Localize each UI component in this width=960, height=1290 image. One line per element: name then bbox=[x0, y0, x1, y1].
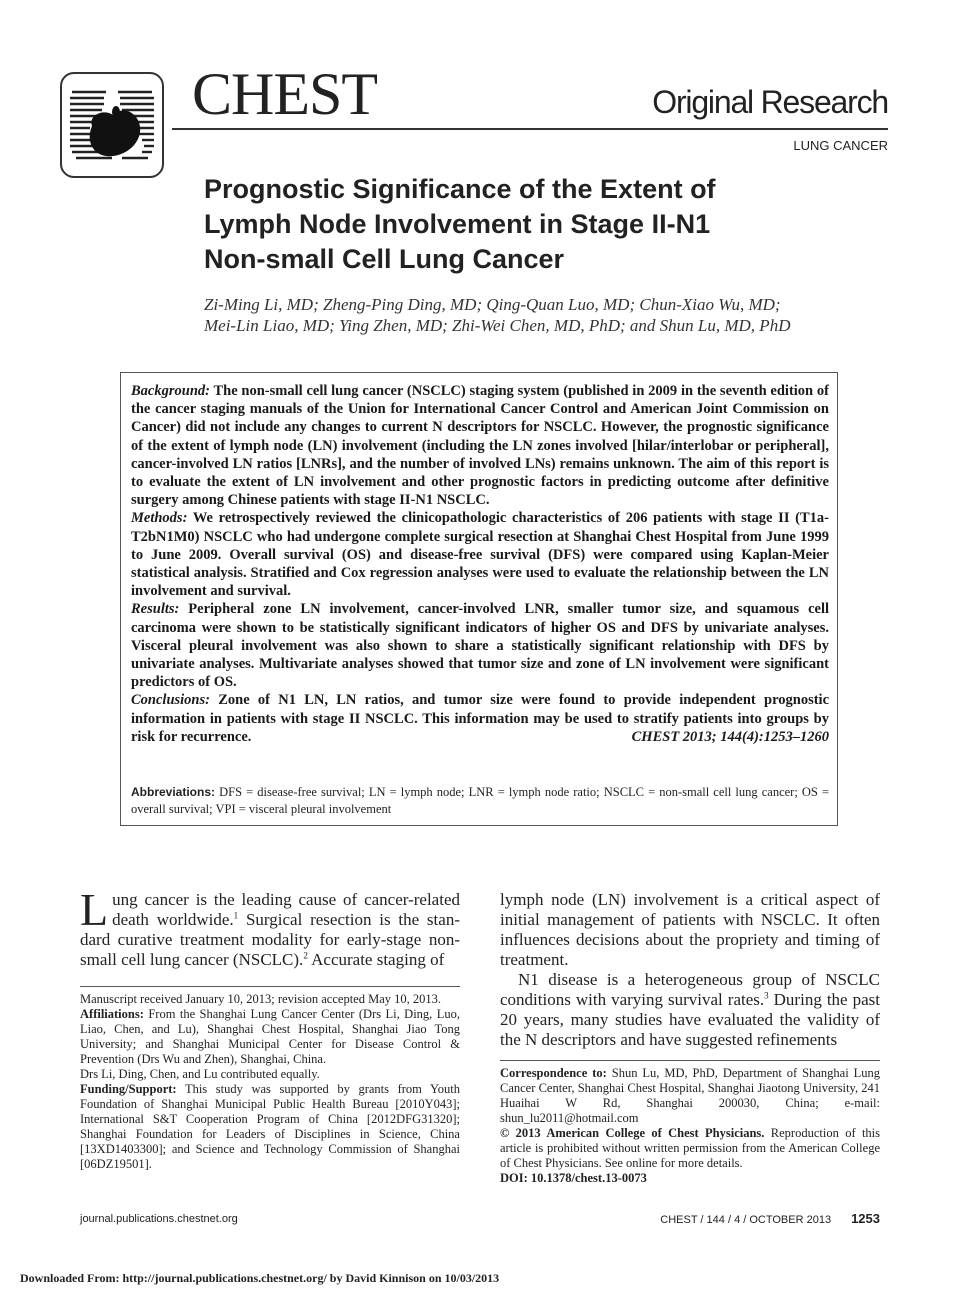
abstract-label: Methods: bbox=[131, 510, 188, 527]
body-paragraph bbox=[80, 884, 460, 970]
chest-lungs-heart-logo-icon bbox=[62, 74, 162, 176]
abstract-label: Conclusions: bbox=[131, 692, 210, 709]
abbreviations-text: DFS = disease-free survival; LN = lymph node; LNR = lymph node ratio; NSCLC = non-small cell lung cancer; OS = overall survival; VPI = visceral pleural involvement bbox=[131, 785, 830, 816]
header-divider bbox=[172, 128, 888, 130]
footnote-text: This study was supported by grants from Youth Foundation of Shanghai Municipal Public Health Bureau [2010Y043]; International S&T Cooperation Program of China [2012DFG31320]; Shanghai Foundation for Leaders of Disciplines in Science, China [13XD1403300]; and Science and Technology Commission of Shanghai [06DZ19501]. bbox=[80, 1082, 460, 1171]
title-line: Non-small Cell Lung Cancer bbox=[204, 244, 565, 274]
abstract-conclusions bbox=[131, 691, 829, 746]
author-list bbox=[204, 294, 884, 336]
abstract-text: Zone of N1 LN, LN ratios, and tumor size were found to provide independent prognostic information in patients with stage II NSCLC. This information may be used to stratify patients into groups by risk for recurrence. bbox=[131, 692, 830, 745]
body-paragraph: lymph node (LN) involvement is a critical aspect of initial management of patients with NSCLC. It often influences decisions about the propriety and timing of treatment. bbox=[500, 890, 880, 969]
article-title bbox=[204, 172, 844, 277]
abbreviations-label: Abbreviations: bbox=[131, 785, 216, 799]
body-text: During the past 20 years, many studies have evaluated the validity of the N descriptors and have suggested refinements bbox=[500, 990, 880, 1049]
abbreviations bbox=[131, 784, 829, 818]
author-line: Zi-Ming Li, MD; Zheng-Ping Ding, MD; Qing-Quan Luo, MD; Chun-Xiao Wu, MD; bbox=[204, 295, 781, 314]
footnote-funding bbox=[80, 1082, 460, 1172]
footnote-equal: Drs Li, Ding, Chen, and Lu contributed equally. bbox=[80, 1067, 320, 1081]
title-line: Lymph Node Involvement in Stage II-N1 bbox=[204, 209, 711, 239]
abstract-results bbox=[131, 600, 829, 691]
footnote-label: DOI: bbox=[500, 1171, 528, 1185]
footnote-received: Manuscript received January 10, 2013; revision accepted May 10, 2013. bbox=[80, 992, 442, 1006]
footnote-label: Correspondence to: bbox=[500, 1066, 607, 1080]
abstract-text: The non-small cell lung cancer (NSCLC) staging system (published in 2009 in the seventh edition of the cancer staging manuals of the Union for International Cancer Control and American Joint Commission on Cancer) did not include any changes to current N descriptors for NSCLC. However, the prognostic significance of the extent of lymph node (LN) involvement (including the LN zones involved [hilar/interlobar or peripheral], cancer-involved LN ratios [LNRs], and the number of involved LNs) remains unknown. The aim of this report is to evaluate the extent of LN involvement and other prognostic factors in predicting outcome after definitive surgery among Chinese patients with stage II-N1 NSCLC. bbox=[131, 383, 829, 509]
footnote-label: © 2013 American College of Chest Physicians. bbox=[500, 1126, 765, 1140]
body-paragraph bbox=[500, 970, 880, 1050]
author-line: Mei-Lin Liao, MD; Ying Zhen, MD; Zhi-Wei Chen, MD, PhD; and Shun Lu, MD, PhD bbox=[204, 316, 791, 335]
footnotes-left bbox=[80, 992, 460, 1172]
section-label: LUNG CANCER bbox=[793, 138, 888, 153]
download-notice: Downloaded From: http://journal.publications.chestnet.org/ by David Kinnison on 10/03/2013 bbox=[20, 1271, 500, 1285]
body-text: Surgical resection is the standard curative treatment modality for early-stage non-small cell lung cancer (NSCLC). bbox=[80, 910, 460, 969]
abstract-text: We retrospectively reviewed the clinicopathologic characteristics of 206 patients with stage II (T1a-T2bN1M0) NSCLC who had undergone complete surgical resection at Shanghai Chest Hospital from June 1999 to June 2009. Overall survival (OS) and disease-free survival (DFS) were compared using Kaplan-Meier statistical analysis. Stratified and Cox regression analyses were used to evaluate the relationship between the LN involvement and survival. bbox=[131, 510, 829, 600]
body-column-right bbox=[500, 890, 880, 1050]
doi-value[interactable]: 10.1378/chest.13-0073 bbox=[530, 1171, 647, 1185]
title-line: Prognostic Significance of the Extent of bbox=[204, 174, 716, 204]
abstract-methods bbox=[131, 509, 829, 600]
footnote-text: Reproduction of this article is prohibited without written permission from the American College of Chest Physicians. See online for more details. bbox=[500, 1126, 881, 1170]
footnote-label: Affiliations: bbox=[80, 1007, 144, 1021]
footnote-affiliations bbox=[80, 1007, 460, 1067]
issue-label: CHEST / 144 / 4 / OCTOBER 2013 bbox=[660, 1214, 832, 1226]
reference-marker: 1 bbox=[233, 910, 239, 921]
drop-cap: L bbox=[80, 884, 109, 935]
footnote-text: Shun Lu, MD, PhD, Department of Shanghai Lung Cancer Center, Shanghai Chest Hospital, Shanghai Jiaotong University, 241 Huaihai W Rd, Shanghai 200030, China; e-mail: shun_lu2011@hotmail.com bbox=[500, 1066, 881, 1125]
reference-marker: 2 bbox=[303, 950, 308, 961]
journal-website[interactable]: journal.publications.chestnet.org bbox=[80, 1213, 238, 1225]
body-text: Accurate staging of bbox=[307, 950, 445, 969]
abstract bbox=[131, 382, 829, 746]
abstract-background bbox=[131, 382, 829, 509]
body-text: ung cancer is the leading cause of cancer-related death worldwide. bbox=[112, 890, 460, 929]
abstract-label: Background: bbox=[131, 383, 210, 399]
journal-logo bbox=[60, 72, 164, 178]
issue-info bbox=[660, 1211, 880, 1226]
page-number: 1253 bbox=[851, 1211, 880, 1226]
footnotes-right bbox=[500, 1066, 880, 1186]
footnote-divider bbox=[500, 1060, 880, 1061]
footnote-text: From the Shanghai Lung Cancer Center (Drs Li, Ding, Luo, Liao, Chen, and Lu), Shanghai Chest Hospital, Shanghai Jiao Tong University; and Shanghai Municipal Center for Disease Control & Prevention (Drs Wu and Zhen), Shanghai, China. bbox=[80, 1007, 460, 1066]
body-column-left bbox=[80, 884, 460, 970]
footnote-correspondence bbox=[500, 1066, 880, 1126]
abstract-text: Peripheral zone LN involvement, cancer-involved LNR, smaller tumor size, and squamous cell carcinoma were shown to be statistically significant indicators of higher OS and DFS by univariate analyses. Visceral pleural involvement was also shown to share a statistically significant relationship with DFS by univariate analyses. Multivariate analyses showed that tumor size and zone of LN involvement were significant predictors of OS. bbox=[131, 601, 829, 691]
article-type: Original Research bbox=[652, 84, 888, 120]
footnote-divider bbox=[80, 986, 460, 987]
citation: CHEST 2013; 144(4):1253–1260 bbox=[631, 728, 829, 745]
journal-name: CHEST bbox=[192, 61, 378, 127]
body-text: N1 disease is a heterogeneous group of NSCLC conditions with varying survival rates. bbox=[500, 970, 880, 1009]
abstract-label: Results: bbox=[131, 601, 180, 618]
footnote-copyright bbox=[500, 1126, 880, 1171]
reference-marker: 3 bbox=[764, 990, 769, 1001]
footnote-label: Funding/Support: bbox=[80, 1082, 177, 1096]
footnote-doi bbox=[500, 1171, 880, 1186]
